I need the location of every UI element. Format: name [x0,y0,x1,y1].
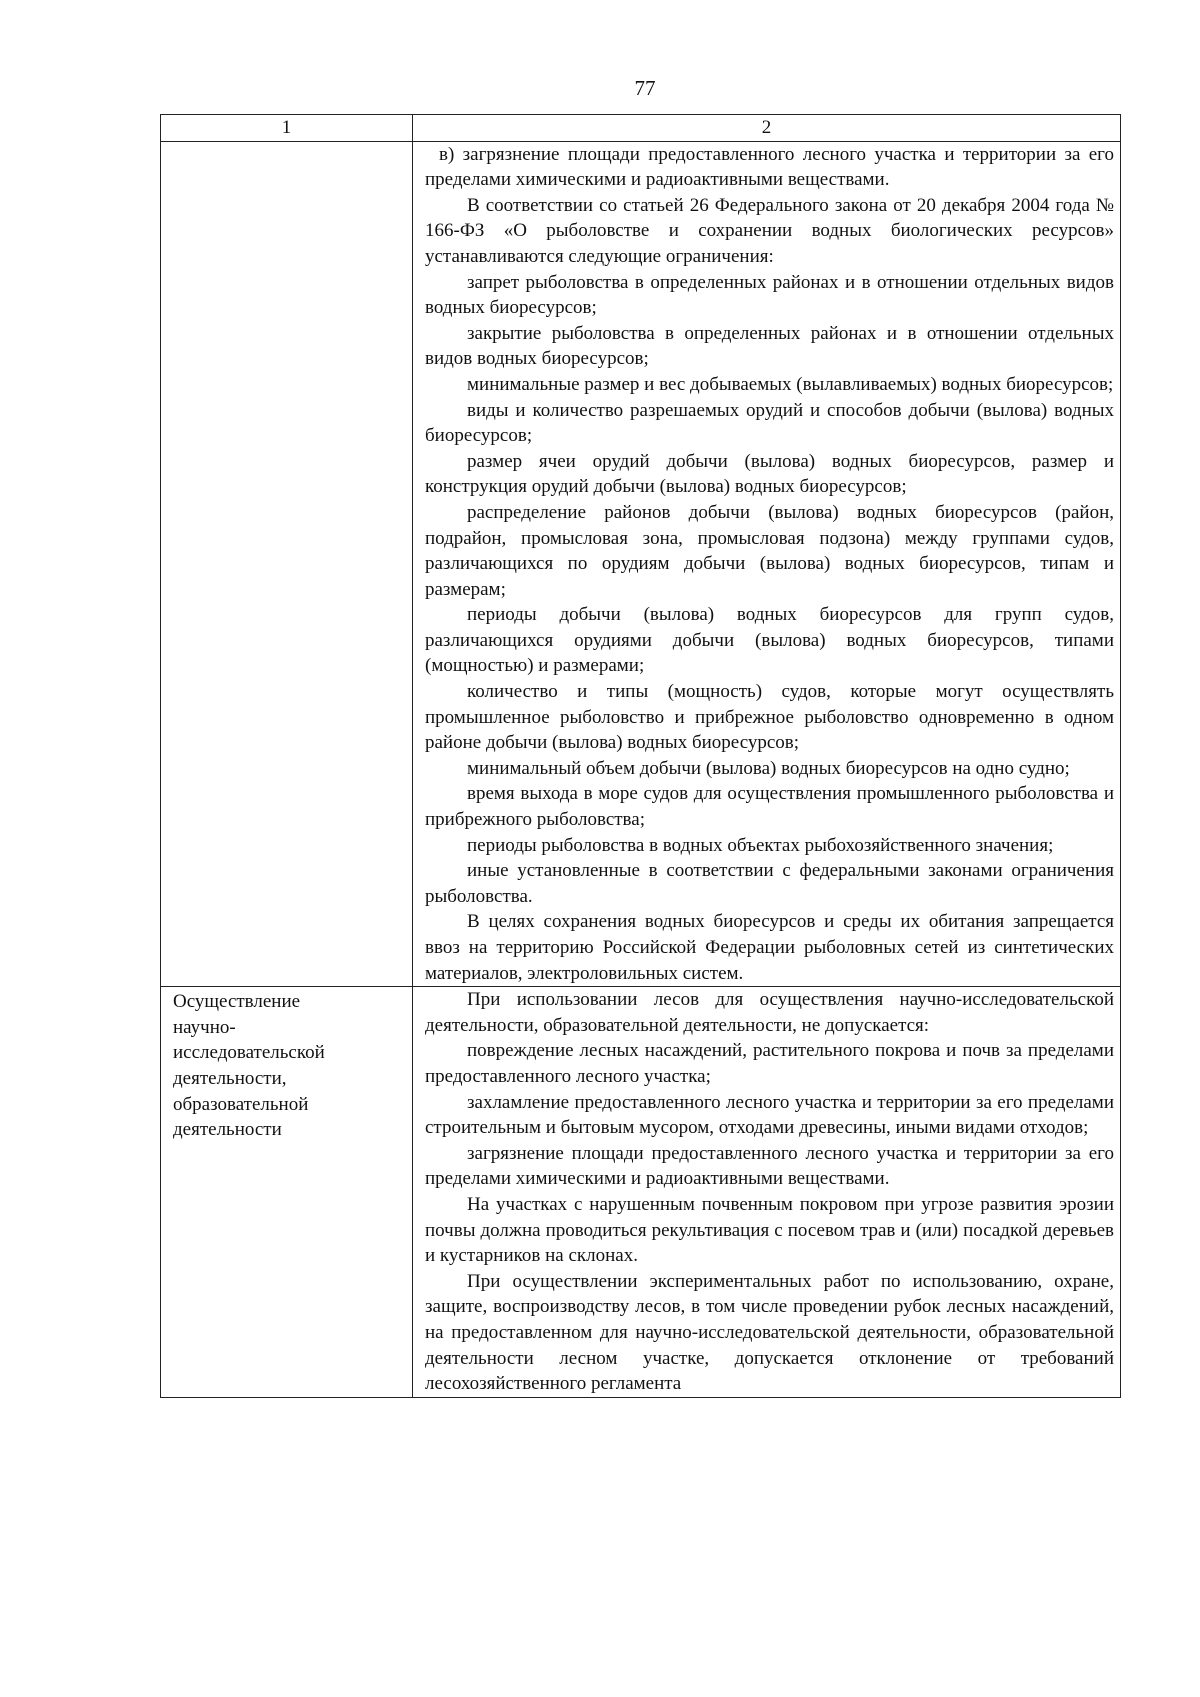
paragraph: В соответствии со статьей 26 Федерального закона от 20 декабря 2004 года № 166-ФЗ «О рыболовстве и сохранении водных биологических ресурсов» устанавливаются следующие ограничения: [425,194,1114,267]
row-1-restrictions-cell [413,141,1121,987]
paragraph: При использовании лесов для осуществления научно-исследовательской деятельности, образовательной деятельности, не допускается: [425,989,1114,1036]
row-2-restrictions-cell [413,987,1121,1398]
table-header-row [161,115,1121,142]
paragraph: периоды добычи (вылова) водных биоресурсов для групп судов, различающихся орудиями добычи (вылова) водных биоресурсов, типами (мощностью) и размерами; [425,604,1114,677]
column-header-1: 1 [161,115,413,142]
paragraph: количество и типы (мощность) судов, которые могут осуществлять промышленное рыболовство и прибрежное рыболовство одновременно в одном районе добычи (вылова) водных биоресурсов; [425,681,1114,754]
paragraph: загрязнение площади предоставленного лесного участка и территории за его пределами химическими и радиоактивными веществами. [425,1142,1114,1190]
paragraph: время выхода в море судов для осуществления промышленного рыболовства и прибрежного рыболовства; [425,783,1114,831]
paragraph: периоды рыболовства в водных объектах рыбохозяйственного значения; [467,834,1054,856]
paragraph: На участках с нарушенным почвенным покровом при угрозе развития эрозии почвы должна проводиться рекультивация с посевом трав и (или) посадкой деревьев и кустарников на склонах. [425,1193,1114,1267]
paragraph: минимальный объем добычи (вылова) водных биоресурсов на одно судно; [467,757,1070,779]
table-row [161,987,1121,1398]
row-2-activity-cell [161,987,413,1398]
row-1-activity-cell [161,141,413,987]
activity-line: образовательной [173,1093,309,1115]
paragraph: размер ячеи орудий добычи (вылова) водных биоресурсов, размер и конструкция орудий добычи (вылова) водных биоресурсов; [425,450,1114,498]
column-header-2: 2 [413,115,1121,142]
activity-line: Осуществление [173,991,301,1013]
paragraph: закрытие рыболовства в определенных районах и в отношении отдельных видов водных биоресурсов; [425,322,1114,370]
paragraph: запрет рыболовства в определенных районах и в отношении отдельных видов водных биоресурсов; [425,271,1114,319]
paragraph: минимальные размер и вес добываемых (вылавливаемых) водных биоресурсов; [467,373,1114,395]
activity-line: исследовательской [173,1042,325,1064]
paragraph: В целях сохранения водных биоресурсов и среды их обитания запрещается ввоз на территорию Российской Федерации рыболовных сетей из синтетических материалов, электроловильных систем. [425,911,1114,984]
paragraph: в) загрязнение площади предоставленного лесного участка и территории за его пределами химическими и радиоактивными веществами. [425,143,1114,191]
activity-line: деятельности, [173,1067,287,1089]
paragraph: При осуществлении экспериментальных работ по использованию, охране, защите, воспроизводству лесов, в том числе проведении рубок лесных насаждений, на предоставленном для научно-исследовательской деятельности, образовательной деятельности лесном участке, допускается отклонение от требований лесохозяйственного регламента [425,1270,1114,1395]
activity-line: научно- [173,1016,236,1038]
regulation-table [160,114,1121,1398]
paragraph: повреждение лесных насаждений, растительного покрова и почв за пределами предоставленного лесного участка; [425,1040,1114,1087]
paragraph: распределение районов добычи (вылова) водных биоресурсов (район, подрайон, промысловая зона, промысловая подзона) между группами судов, различающихся по орудиям добычи (вылова) водных биоресурсов, типам и размерам; [425,501,1114,600]
activity-line: деятельности [173,1119,282,1141]
page-number: 77 [634,76,656,100]
paragraph: иные установленные в соответствии с федеральными законами ограничения рыболовства. [425,860,1114,907]
table-row [161,141,1121,987]
paragraph: виды и количество разрешаемых орудий и способов добычи (вылова) водных биоресурсов; [425,399,1114,447]
paragraph: захламление предоставленного лесного участка и территории за его пределами строительным и бытовым мусором, отходами древесины, иными видами отходов; [425,1091,1114,1139]
